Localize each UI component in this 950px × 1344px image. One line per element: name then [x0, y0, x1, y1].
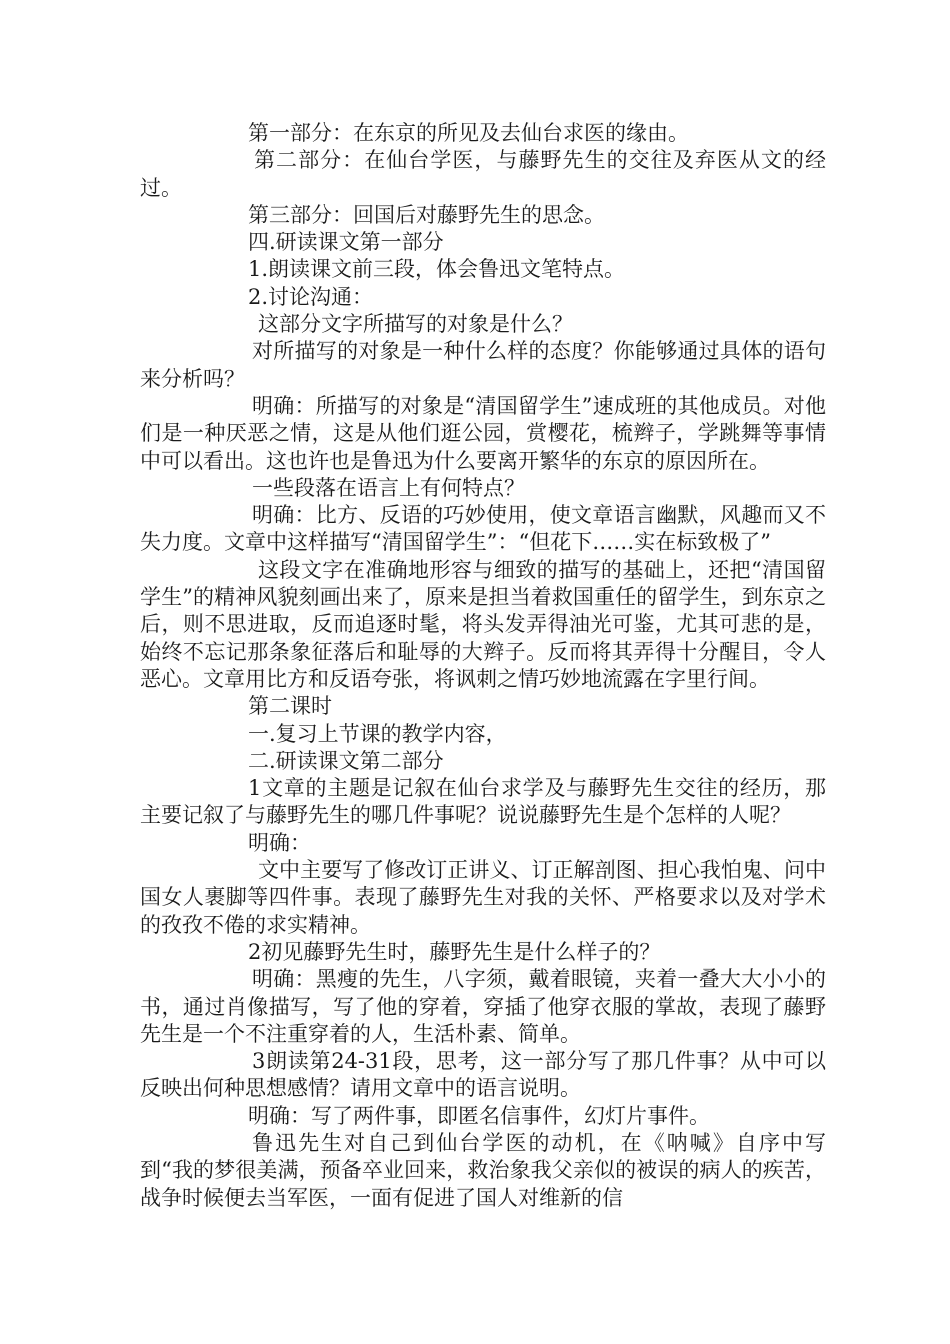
question-attitude: 对所描写的对象是一种什么样的态度？你能够通过具体的语句来分析吗？	[140, 339, 826, 391]
paragraph-read-aloud: 1.朗读课文前三段，体会鲁迅文笔特点。	[248, 257, 626, 282]
paragraph-discussion: 2.讨论沟通：	[248, 284, 374, 309]
paragraph-part-one: 第一部分：在东京的所见及去仙台求医的缘由。	[248, 121, 689, 145]
paragraph-motivation: 鲁迅先生对自己到仙台学医的动机，在《呐喊》自序中写到“我的梦很美满，预备卒业回来，救治象我父亲似的被误的病人的疾苦，战争时候便去当军医，一面有促进了国人对维新的信	[140, 1130, 826, 1210]
section-heading-study-part-one: 四.研读课文第一部分	[248, 230, 444, 255]
answer-label: 明确：	[248, 830, 311, 855]
lesson-two-heading: 第二课时	[248, 694, 332, 719]
question-described-object: 这部分文字所描写的对象是什么？	[258, 312, 573, 337]
question-paragraphs-24-31: 3朗读第24-31段，思考，这一部分写了那几件事？从中可以反映出何种思想感情？请用文章中的语言说明。	[140, 1049, 826, 1101]
paragraph-analysis: 这段文字在准确地形容与细致的描写的基础上，还把“清国留学生”的精神风貌刻画出来了，原来是担当着救国重任的留学生，到东京之后，则不思进取，反而追逐时髦，将头发弄得油光可鉴，尤其可悲的是，始终不忘记那条象征落后和耻辱的大辫子。反而将其弄得十分醒目，令人恶心。文章用比方和反语夸张，将讽刺之情巧妙地流露在字里行间。	[140, 557, 826, 691]
review-heading: 一.复习上节课的教学内容，	[248, 721, 507, 746]
paragraph-part-two: 第二部分：在仙台学医，与藤野先生的交往及弃医从文的经过。	[140, 148, 826, 200]
question-main-events: 1文章的主题是记叙在仙台求学及与藤野先生交往的经历，那主要记叙了与藤野先生的哪几件事呢？说说藤野先生是个怎样的人呢？	[140, 776, 826, 828]
document-page	[140, 120, 826, 1212]
answer-main-events: 文中主要写了修改订正讲义、订正解剖图、担心我怕鬼、问中国女人裹脚等四件事。表现了藤野先生对我的关怀、严格要求以及对学术的孜孜不倦的求实精神。	[140, 858, 826, 937]
question-language-features: 一些段落在语言上有何特点？	[252, 475, 525, 500]
answer-described-object: 明确：所描写的对象是“清国留学生”速成班的其他成员。对他们是一种厌恶之情，这是从他们逛公园，赏樱花，梳辫子，学跳舞等事情中可以看出。这也许也是鲁迅为什么要离开繁华的东京的原因所在。	[140, 393, 826, 473]
answer-first-meeting: 明确：黑瘦的先生，八字须，戴着眼镜，夹着一叠大大小小的书，通过肖像描写，写了他的穿着，穿插了他穿衣服的掌故，表现了藤野先生是一个不注重穿着的人，生活朴素、简单。	[140, 967, 826, 1046]
answer-two-events: 明确：写了两件事，即匿名信事件，幻灯片事件。	[248, 1103, 710, 1128]
section-heading-study-part-two: 二.研读课文第二部分	[248, 748, 444, 773]
answer-language-features: 明确：比方、反语的巧妙使用，使文章语言幽默，风趣而又不失力度。文章中这样描写“清国留学生”：“但花下……实在标致极了”	[140, 503, 826, 555]
paragraph-part-three: 第三部分：回国后对藤野先生的思念。	[248, 202, 605, 227]
question-first-meeting: 2初见藤野先生时，藤野先生是什么样子的？	[248, 939, 661, 964]
